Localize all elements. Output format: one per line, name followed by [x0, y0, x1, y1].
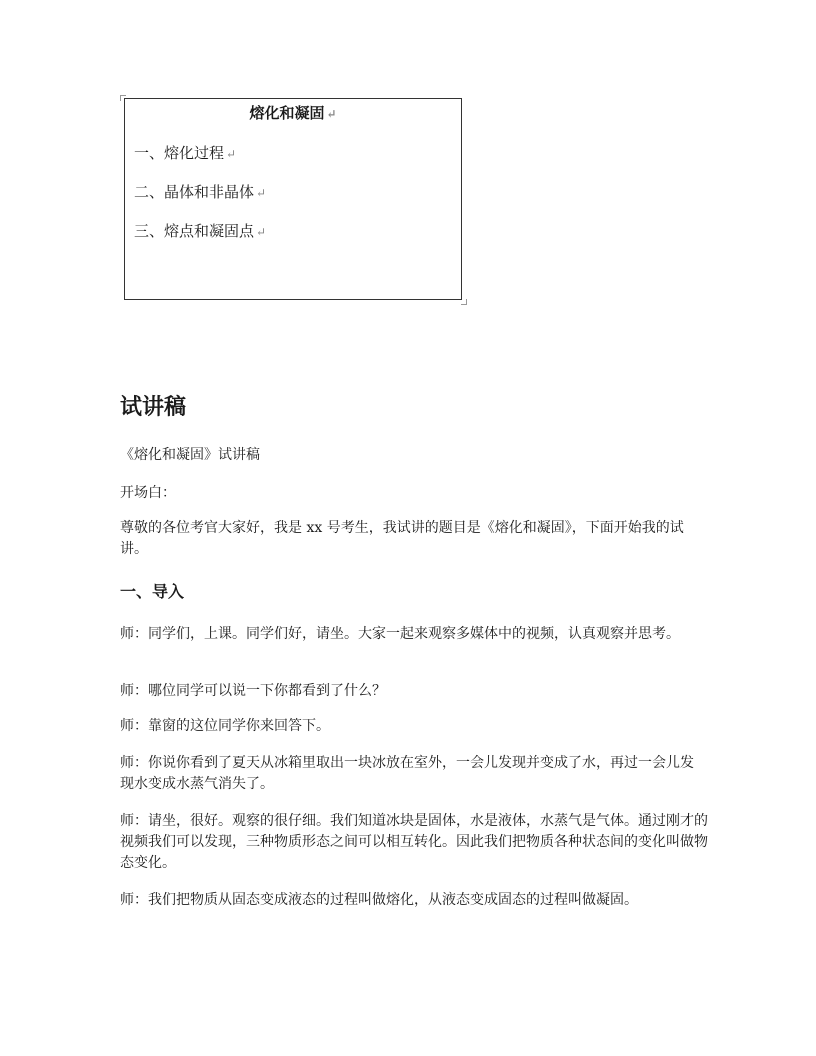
heading-intro: 一、导入	[120, 582, 185, 601]
board-item-1	[134, 142, 236, 163]
board-title	[125, 102, 461, 123]
return-mark-icon: ↵	[256, 186, 267, 200]
board-corner-mark-bottom-right	[461, 299, 467, 305]
dialogue-line: 师：靠窗的这位同学你来回答下。	[120, 718, 330, 734]
board-item-2	[134, 181, 266, 202]
dialogue-line: 师：请坐，很好。观察的很仔细。我们知道冰块是固体，水是液体，水蒸气是气体。通过刚才的视频我们可以发现，三种物质形态之间可以相互转化。因此我们把物质各种状态间的变化叫做物态变化。	[120, 813, 708, 871]
doc-title: 《熔化和凝固》试讲稿	[120, 447, 260, 463]
opening-label: 开场白：	[120, 485, 176, 501]
dialogue-line: 师：同学们，上课。同学们好，请坐。大家一起来观察多媒体中的视频，认真观察并思考。	[120, 626, 680, 642]
dialogue-line: 师：你说你看到了夏天从冰箱里取出一块冰放在室外，一会儿发现并变成了水，再过一会儿发现水变成水蒸气消失了。	[120, 755, 694, 792]
return-mark-icon: ↵	[226, 147, 237, 161]
dialogue-line: 师：哪位同学可以说一下你都看到了什么？	[120, 683, 386, 699]
blackboard-design-box	[124, 98, 462, 300]
board-item-label: 一、熔化过程	[134, 144, 225, 162]
board-item-3	[134, 220, 266, 241]
dialogue-line: 师：我们把物质从固态变成液态的过程叫做熔化，从液态变成固态的过程叫做凝固。	[120, 892, 638, 908]
board-item-label: 二、晶体和非晶体	[134, 183, 255, 201]
board-item-label: 三、熔点和凝固点	[134, 222, 255, 240]
board-title-text: 熔化和凝固	[249, 104, 325, 122]
return-mark-icon: ↵	[256, 225, 267, 239]
opening-text: 尊敬的各位考官大家好，我是 xx 号考生，我试讲的题目是《熔化和凝固》，下面开始我的试讲。	[120, 520, 684, 557]
return-mark-icon: ↵	[326, 107, 337, 121]
section-title: 试讲稿	[120, 395, 187, 420]
